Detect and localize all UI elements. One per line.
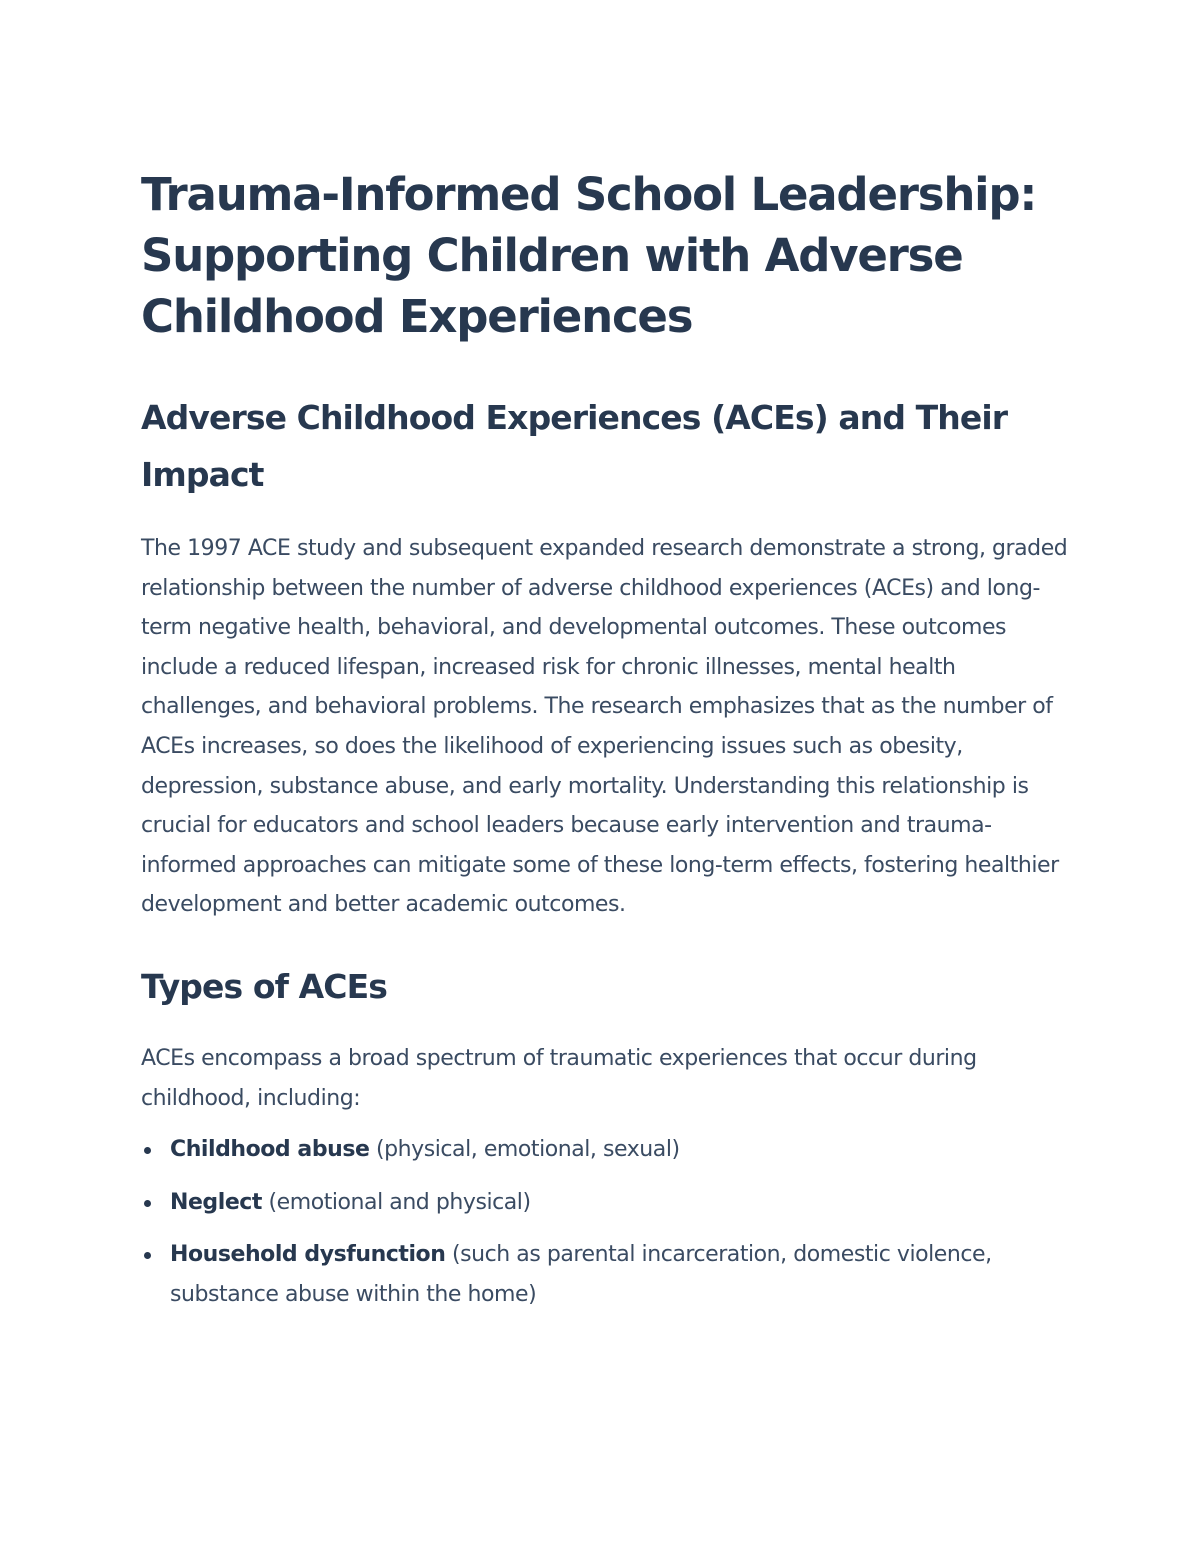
bullet-detail: (such as parental incarceration, domestic violence, substance abuse within the home) <box>170 1242 992 1307</box>
document-title: Trauma-Informed School Leadership: Supporting Children with Adverse Childhood Experiences <box>141 168 1037 343</box>
list-item <box>141 1235 1071 1314</box>
bullet-icon <box>144 1147 151 1154</box>
section-heading-aces-impact: Adverse Childhood Experiences (ACEs) and Their Impact <box>141 398 1008 494</box>
bullet-icon <box>144 1200 151 1207</box>
list-item <box>141 1183 1071 1223</box>
types-of-aces-paragraph: ACEs encompass a broad spectrum of traumatic experiences that occur during childhood, including: <box>141 1045 977 1111</box>
document-page <box>141 164 1071 1328</box>
bullet-icon <box>144 1252 151 1259</box>
bullet-detail: (physical, emotional, sexual) <box>369 1137 680 1163</box>
aces-types-list <box>141 1130 1071 1314</box>
aces-impact-paragraph: The 1997 ACE study and subsequent expanded research demonstrate a strong, graded relationship between the number of adverse childhood experiences (ACEs) and long-term negative health, behavioral, and developmental outcomes. These outcomes include a reduced lifespan, increased risk for chronic illnesses, mental health challenges, and behavioral problems. The research emphasizes that as the number of ACEs increases, so does the likelihood of experiencing issues such as obesity, depression, substance abuse, and early mortality. Understanding this relationship is crucial for educators and school leaders because early intervention and trauma-informed approaches can mitigate some of these long-term effects, fostering healthier development and better academic outcomes. <box>141 536 1068 918</box>
bullet-term: Childhood abuse <box>170 1137 370 1163</box>
bullet-detail: (emotional and physical) <box>261 1189 531 1215</box>
bullet-term: Neglect <box>170 1189 262 1215</box>
bullet-term: Household dysfunction <box>170 1242 446 1268</box>
list-item <box>141 1130 1071 1170</box>
section-heading-types-of-aces: Types of ACEs <box>141 966 387 1006</box>
